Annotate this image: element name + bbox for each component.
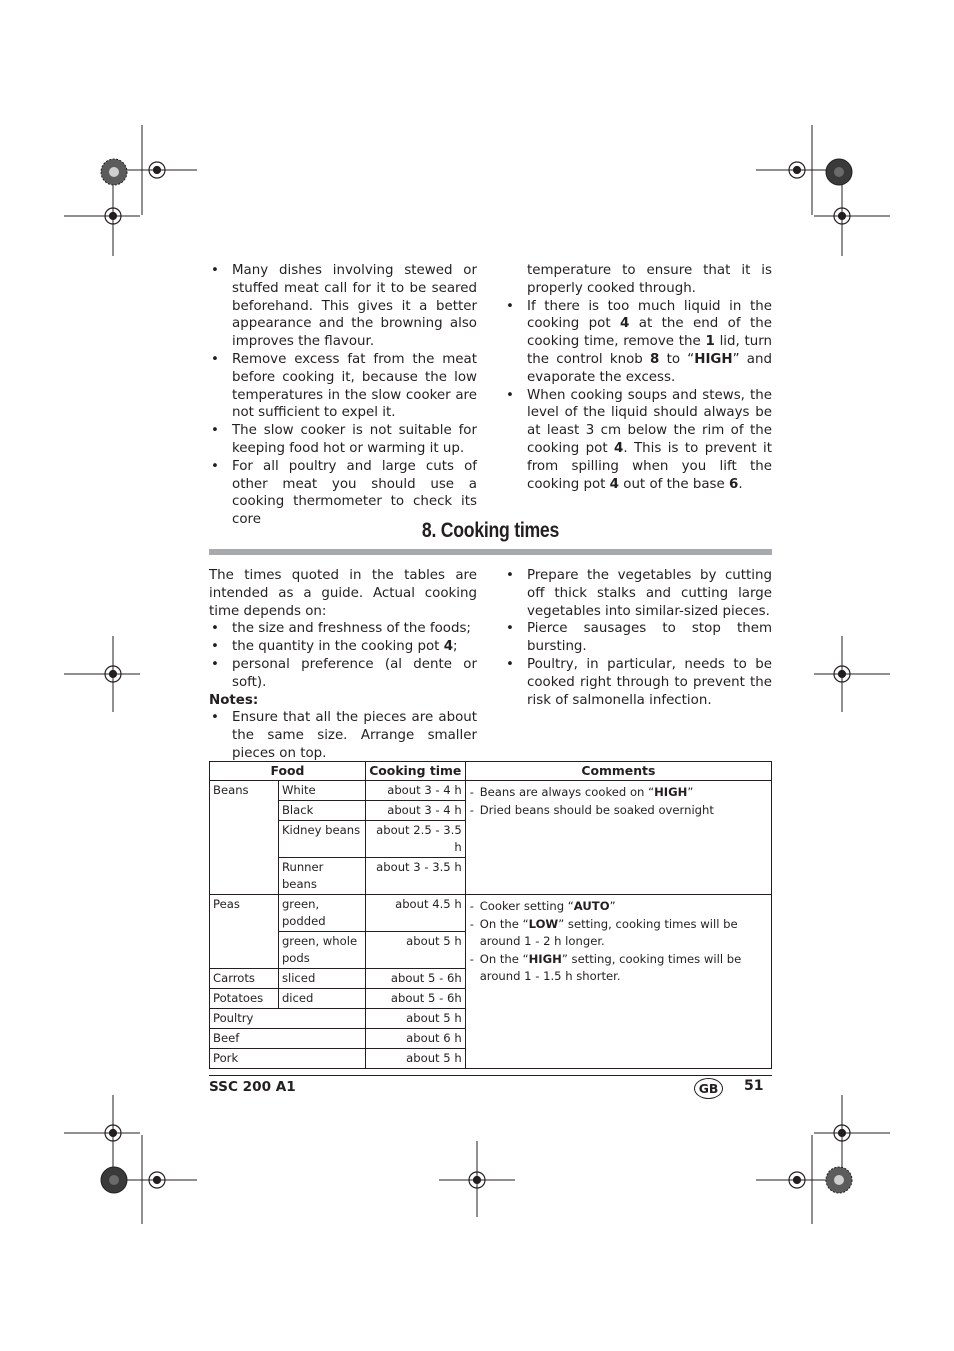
cooking-time: about 3 - 3.5 h — [365, 858, 465, 895]
table-row — [210, 895, 772, 932]
comment-line: - Cooker setting “AUTO” — [469, 898, 768, 916]
factor-size: • the size and freshness of the foods; — [209, 620, 477, 638]
header-comments: Comments — [465, 762, 771, 781]
cooking-time: about 5 - 6h — [365, 969, 465, 989]
factor-quantity: • the quantity in the cooking pot 4; — [209, 638, 477, 656]
table-header-row — [210, 762, 772, 781]
food-beef: Beef — [210, 1029, 366, 1049]
table-row — [210, 781, 772, 801]
variety: sliced — [278, 969, 365, 989]
variety: green, whole pods — [278, 932, 365, 969]
cooking-time: about 5 h — [365, 1049, 465, 1069]
footer-rule — [209, 1075, 772, 1076]
header-cooking-time: Cooking time — [365, 762, 465, 781]
food-beans: Beans — [210, 781, 279, 895]
food-peas: Peas — [210, 895, 279, 969]
bullet-excess-fat: • Remove excess fat from the meat before cooking it, because the low temperatures in the slow cooker are not sufficient to expel it. — [209, 351, 477, 422]
intro-right-column — [504, 567, 772, 709]
comment-line: - Beans are always cooked on “HIGH” — [469, 784, 768, 802]
factor-preference: • personal preference (al dente or soft). — [209, 656, 477, 692]
food-pork: Pork — [210, 1049, 366, 1069]
bullet-too-much-liquid: • If there is too much liquid in the cooking pot 4 at the end of the cooking time, remove the 1 lid, turn the control knob 8 to “HIGH” and evaporate the excess. — [504, 298, 772, 387]
comment-line: - Dried beans should be soaked overnight — [469, 802, 768, 820]
variety: Runner beans — [278, 858, 365, 895]
section-rule — [209, 549, 772, 555]
food-potatoes: Potatoes — [210, 989, 279, 1009]
cooking-time: about 6 h — [365, 1029, 465, 1049]
top-right-column — [504, 262, 772, 493]
variety: Black — [278, 801, 365, 821]
variety: White — [278, 781, 365, 801]
variety: Kidney beans — [278, 821, 365, 858]
comment-line: - On the “LOW” setting, cooking times will be around 1 - 2 h longer. — [469, 916, 768, 951]
model-number: SSC 200 A1 — [209, 1079, 296, 1095]
language-badge: GB — [694, 1078, 723, 1099]
notes-heading: Notes: — [209, 692, 259, 708]
bullet-liquid-level: • When cooking soups and stews, the level of the liquid should always be at least 3 cm below the rim of the cooking pot 4. This is to prevent it from spilling when you lift the cooking pot 4 out of the base 6. — [504, 387, 772, 494]
cooking-time: about 5 - 6h — [365, 989, 465, 1009]
general-comments — [465, 895, 771, 1069]
note-prepare-vegetables: • Prepare the vegetables by cutting off thick stalks and cutting large vegetables into similar-sized pieces. — [504, 567, 772, 620]
page-number: 51 — [744, 1078, 764, 1094]
note-poultry: • Poultry, in particular, needs to be cooked right through to prevent the risk of salmonella infection. — [504, 656, 772, 709]
section-title: 8. Cooking times — [421, 519, 560, 542]
variety: diced — [278, 989, 365, 1009]
intro-left-column — [209, 567, 477, 763]
bullet-thermometer: • For all poultry and large cuts of other meat you should use a cooking thermometer to check its core — [209, 458, 477, 529]
bullet-searing: • Many dishes involving stewed or stuffed meat call for it to be seared beforehand. This gives it a better appearance and the browning also improves the flavour. — [209, 262, 477, 351]
note-same-size: • Ensure that all the pieces are about the same size. Arrange smaller pieces on top. — [209, 709, 477, 762]
header-food: Food — [210, 762, 366, 781]
cooking-time: about 5 h — [365, 932, 465, 969]
variety: green, podded — [278, 895, 365, 932]
food-poultry: Poultry — [210, 1009, 366, 1029]
beans-comments — [465, 781, 771, 895]
cooking-time: about 3 - 4 h — [365, 801, 465, 821]
thermometer-continuation: temperature to ensure that it is properly cooked through. — [527, 263, 772, 296]
cooking-time: about 3 - 4 h — [365, 781, 465, 801]
food-carrots: Carrots — [210, 969, 279, 989]
cooking-time: about 4.5 h — [365, 895, 465, 932]
top-left-column — [209, 262, 477, 529]
bullet-not-keeping-warm: • The slow cooker is not suitable for keeping food hot or warming it up. — [209, 422, 477, 458]
intro-text: The times quoted in the tables are intended as a guide. Actual cooking time depends on: — [209, 568, 477, 619]
note-pierce-sausages: • Pierce sausages to stop them bursting. — [504, 620, 772, 656]
comment-line: - On the “HIGH” setting, cooking times will be around 1 - 1.5 h shorter. — [469, 951, 768, 986]
cooking-times-table — [209, 761, 772, 1069]
cooking-time: about 5 h — [365, 1009, 465, 1029]
cooking-time: about 2.5 - 3.5 h — [365, 821, 465, 858]
